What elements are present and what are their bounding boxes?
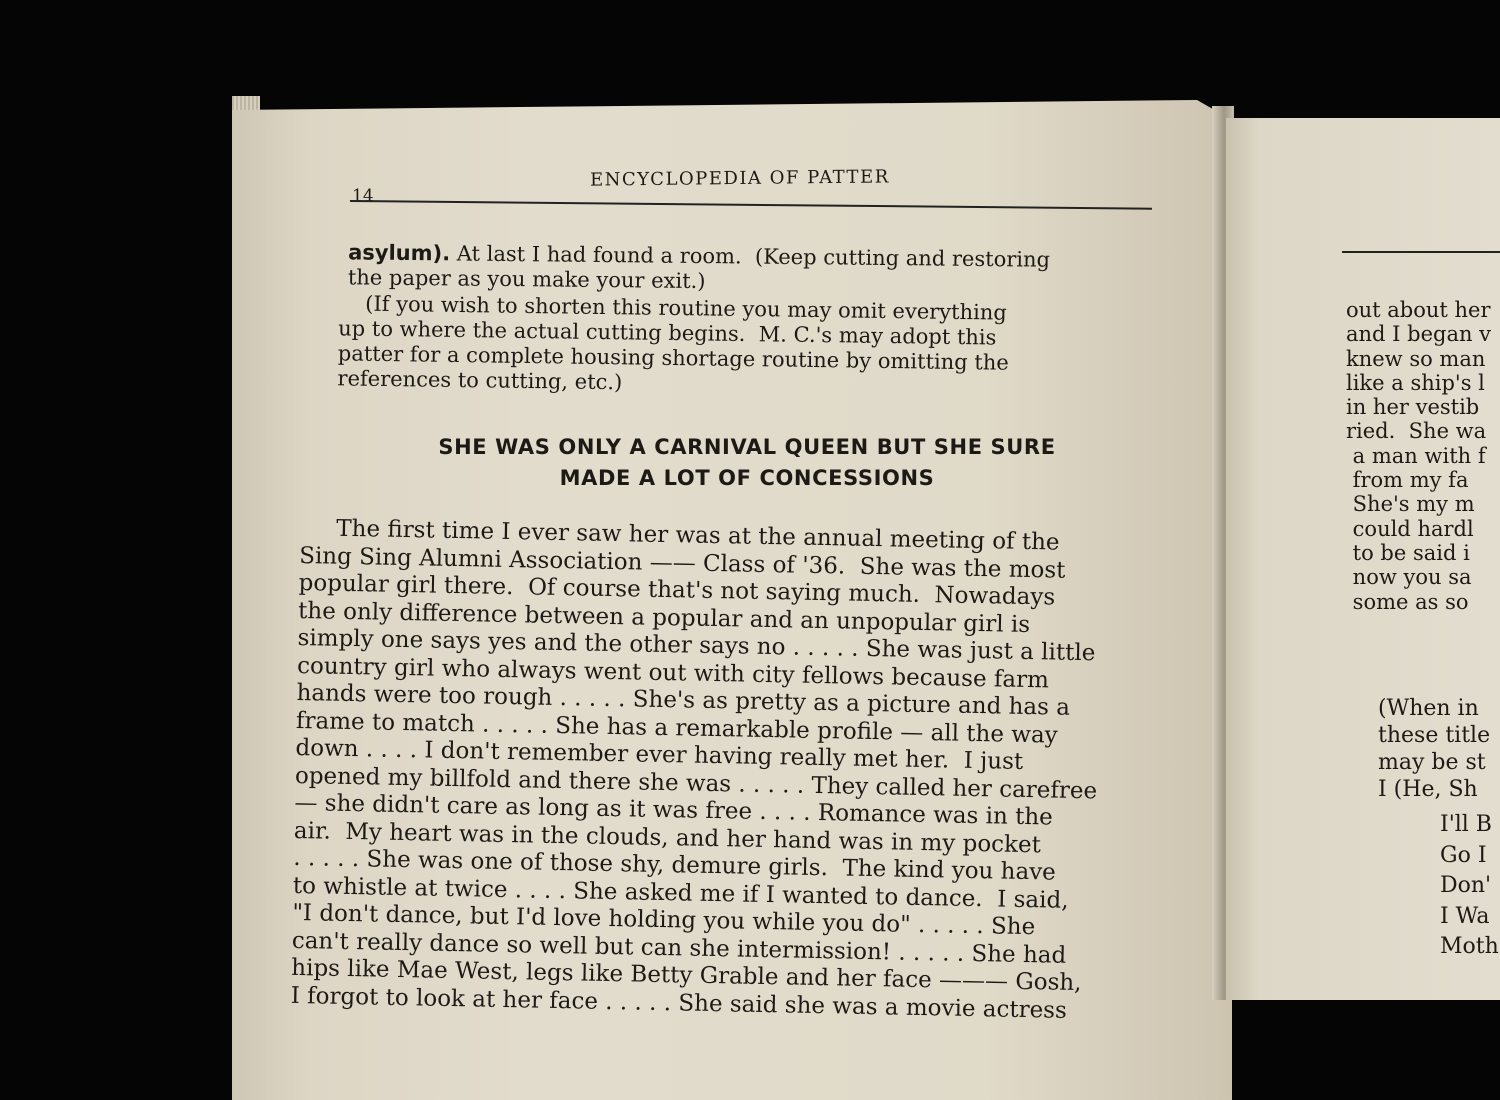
right-page-mid-text: (When in these title may be st I (He, Sh [1378,696,1491,802]
section-heading: SHE WAS ONLY A CARNIVAL QUEEN BUT SHE SURE MADE A LOT OF CONCESSIONS [438,435,1056,490]
right-page-top-text: out about her and I began v knew so man like a ship's l in her vestib ried. She wa a man with f from my fa She's my m could hardl to be said i now you sa some as so [1346,298,1492,614]
right-header-rule [1342,251,1500,253]
intro-line-2: the paper as you make your exit.) [347,265,706,294]
right-page-title-list: I'll B Go I Don' I Wa Moth [1440,812,1499,959]
intro-paragraph [348,240,1050,297]
page-number: 14 [352,186,374,206]
story-text: The first time I ever saw her was at the annual meeting of the Sing Sing Alumni Association —— Class of '36. She was the most popular girl there. Of course that's not saying much. Nowadays the only difference between a popular and an unpopular girl is simply one says yes and the other says no . . . . . She was just a little country girl who always went out with city fellows because farm hands were too rough . . . . . She's as pretty as a picture and has a frame to match . . . . . She has a remarkable profile — all the way down . . . . I don't remember ever having really met her. I just opened my billfold and there she was . . . . . They called her carefree — she didn't care as long as it was free . . . . Romance was in the air. My heart was in the clouds, and her hand was in my pocket . . . . . She was one of those shy, demure girls. The kind you have to whistle at twice . . . . She asked me if I wanted to dance. I said, "I don't dance, but I'd love holding you while you do" . . . . . She can't really dance so well but can she intermission! . . . . . She had hips like Mae West, legs like Betty Grable and her face ——— Gosh, I forgot to look at her face . . . . . She said she was a movie actress [290,515,1098,1024]
intro-line-rest: At last I had found a room. (Keep cutting and restoring [449,241,1051,272]
running-head: ENCYCLOPEDIA OF PATTER [589,166,890,191]
routine-note: (If you wish to shorten this routine you may omit everything up to where the actual cutting begins. M. C.'s may adopt this patter for a complete housing shortage routine by omitting the references to cutting, etc.) [337,291,1009,395]
header-rule [350,200,1152,210]
intro-bold-word: asylum). [348,240,451,266]
